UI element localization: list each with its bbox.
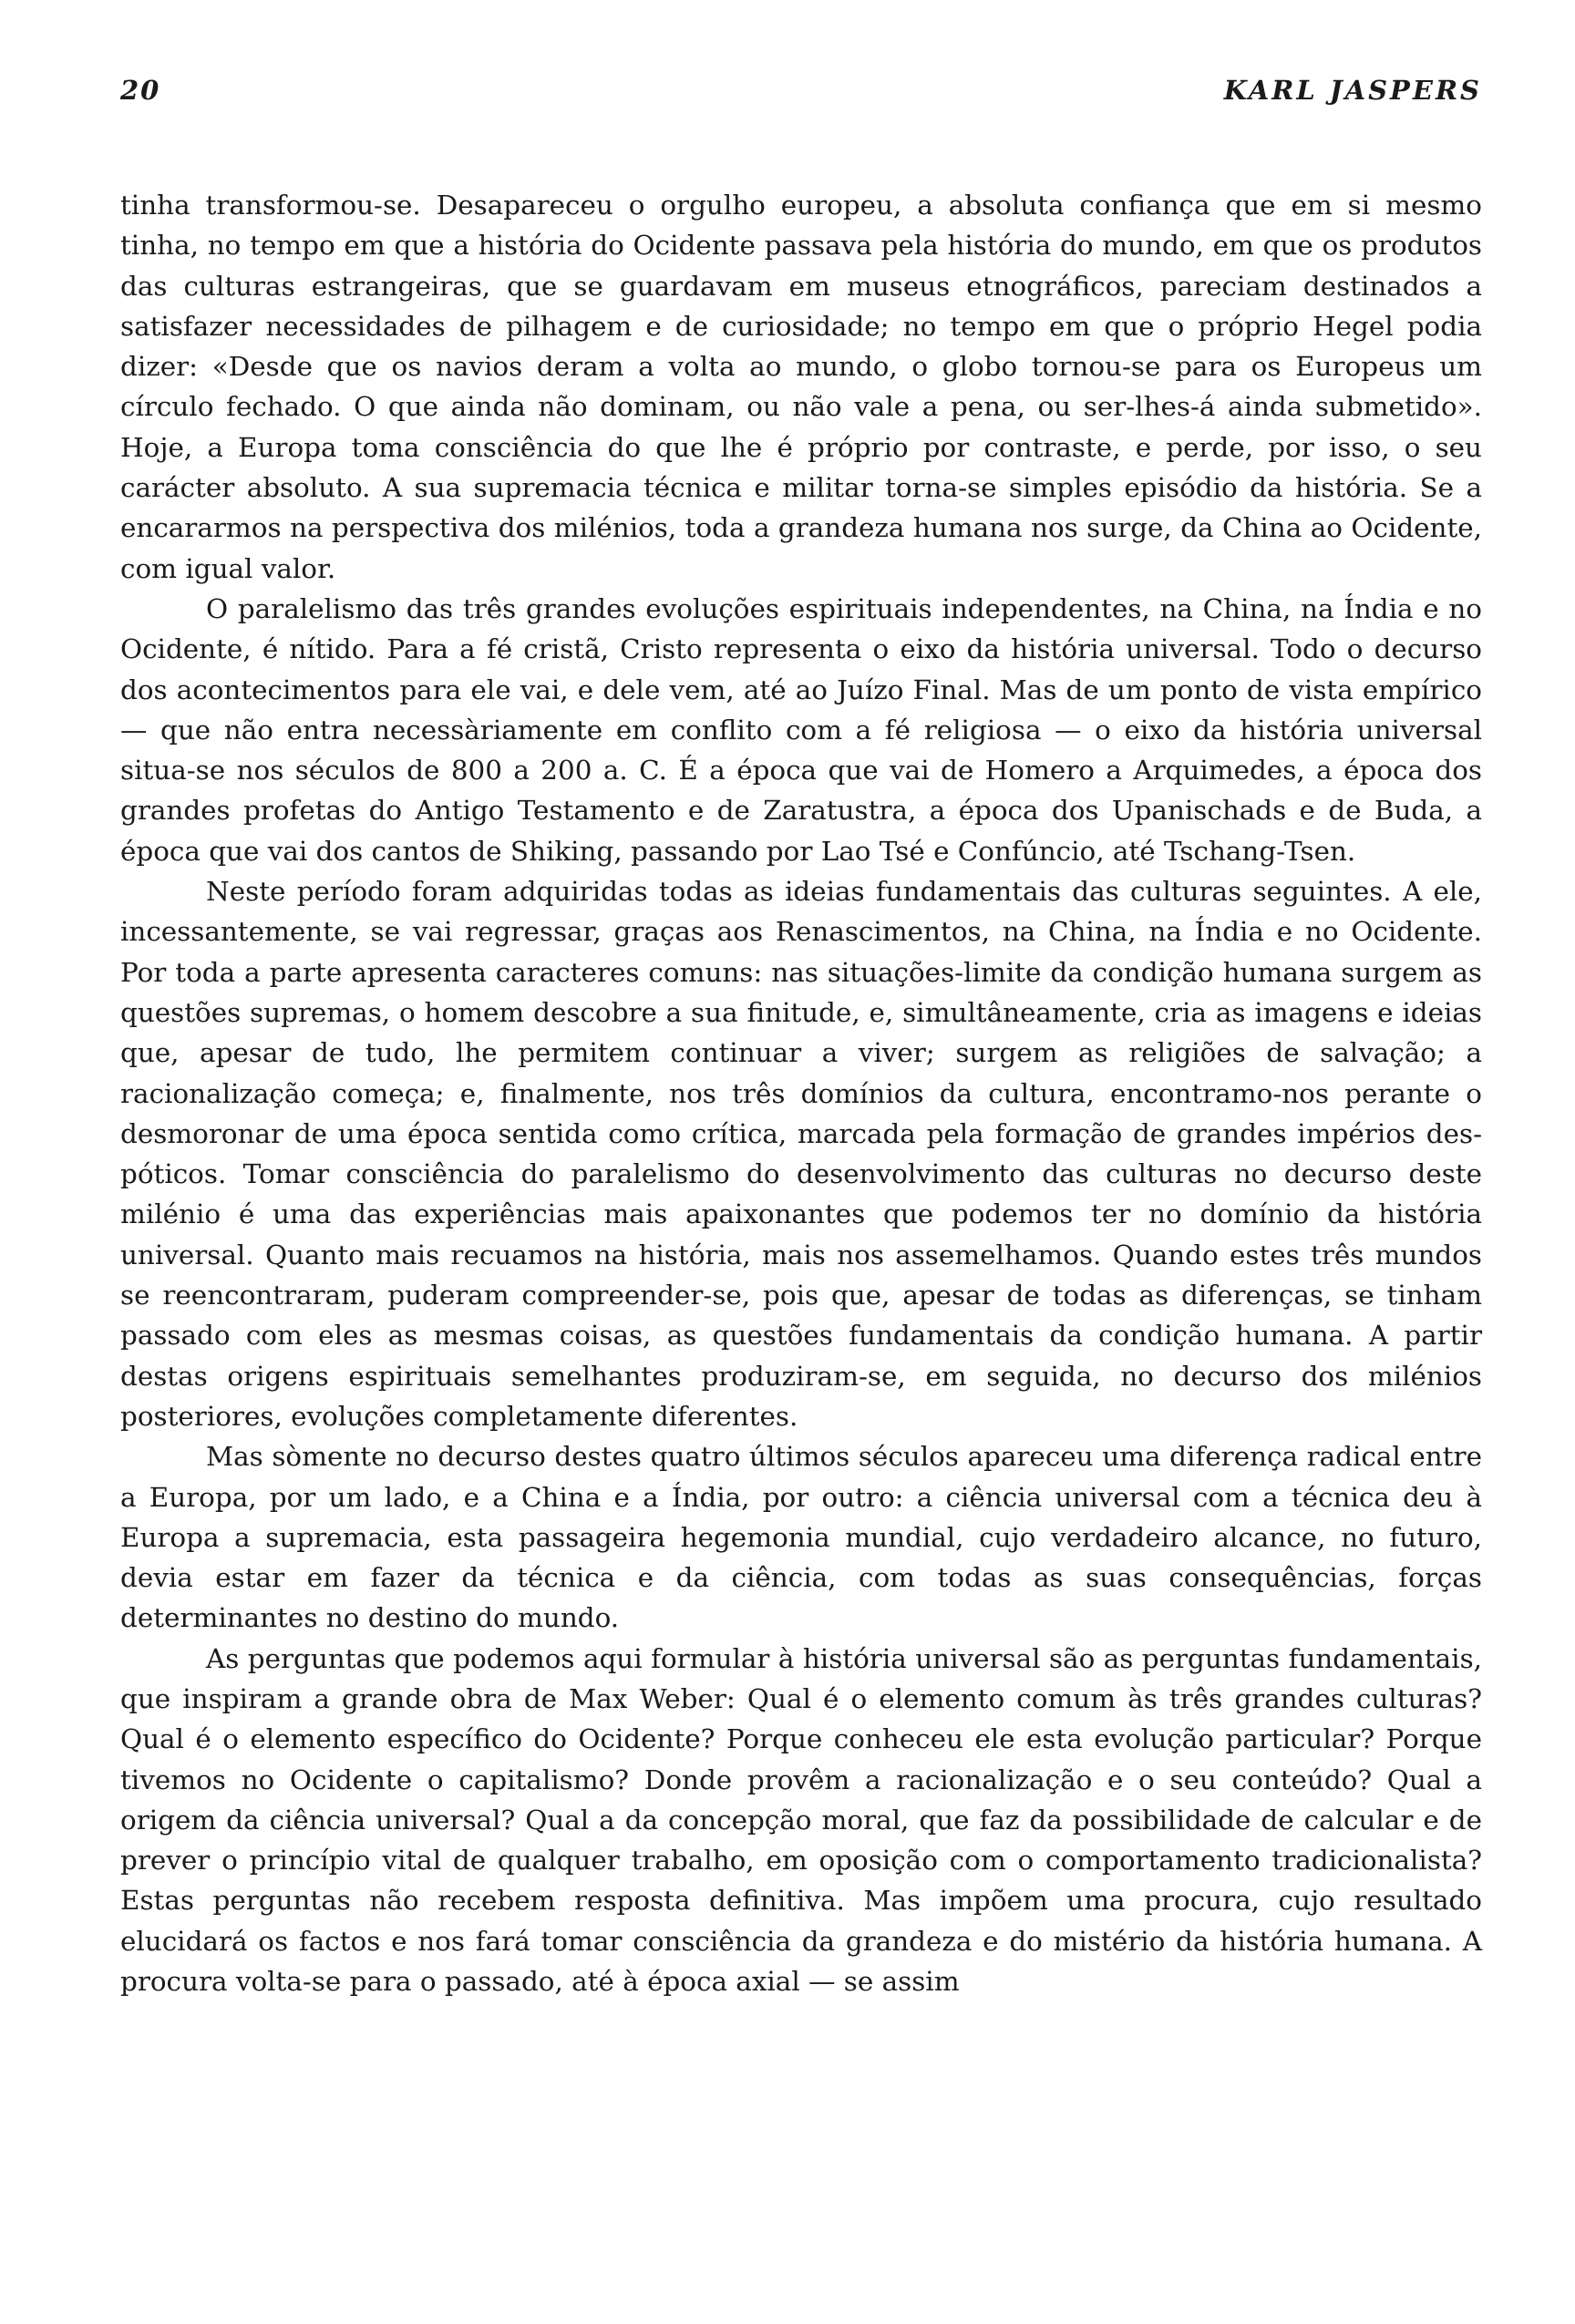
paragraph-1: tinha transformou-se. Desapareceu o orgulho europeu, a absoluta confiança que em si mesmo tinha, no tempo em que a história do Ocidente passava pela história do mundo, em que os produtos das culturas estrangeiras, que se guardavam em museus etnográficos, pareciam destinados a satisfazer necessidades de pilhagem e de curiosidade; no tempo em que o próprio Hegel podia dizer: «Desde que os navios deram a volta ao mundo, o globo tornou-se para os Europeus um círculo fechado. O que ainda não dominam, ou não vale a pena, ou ser-lhes-á ainda submetido». Hoje, a Europa toma consciência do que lhe é próprio por contraste, e perde, por isso, o seu carácter absoluto. A sua supremacia técnica e militar torna-se simples episódio da história. Se a encararmos na perspectiva dos milénios, toda a grandeza humana nos surge, da China ao Ocidente, com igual valor. <box>120 190 1482 584</box>
page-number: 20 <box>120 75 161 106</box>
running-head <box>120 64 1482 118</box>
book-page <box>120 64 1482 2288</box>
running-title: KARL JASPERS <box>1223 75 1482 106</box>
paragraph-4: Mas sòmente no decurso destes quatro últimos séculos apareceu uma diferença radical entre a Europa, por um lado, e a China e a Índia, por outro: a ciência universal com a técnica deu à Europa a supremacia, esta passageira hegemonia mundial, cujo verdadeiro alcance, no futuro, devia estar em fazer da técnica e da ciência, com todas as suas consequências, forças determinantes no destino do mundo. <box>120 1441 1482 1634</box>
paragraph-2: O paralelismo das três grandes evoluções espirituais independentes, na China, na Índia e no Ocidente, é nítido. Para a fé cristã, Cristo representa o eixo da história universal. Todo o decurso dos acontecimentos para ele vai, e dele vem, até ao Juízo Final. Mas de um ponto de vista empírico — que não entra necessàriamente em conflito com a fé religiosa — o eixo da história universal situa-se nos séculos de 800 a 200 a. C. É a época que vai de Homero a Arquimedes, a época dos grandes profetas do Antigo Testamento e de Zaratustra, a época dos Upanischads e de Buda, a época que vai dos cantos de Shiking, passando por Lao Tsé e Confúncio, até Tschang-Tsen. <box>120 592 1482 867</box>
body-text <box>120 185 1482 2001</box>
paragraph-3: Neste período foram adquiridas todas as ideias fundamentais das culturas seguintes. A ele, incessantemente, se vai regressar, graças aos Renascimentos, na China, na Índia e no Ocidente. Por toda a parte apresenta caracteres comuns: nas situações-limite da condição humana surgem as questões supremas, o homem descobre a sua finitude, e, simultâneamente, cria as imagens e ideias que, apesar de tudo, lhe permitem continuar a viver; surgem as religiões de salvação; a racionalização começa; e, finalmente, nos três domínios da cultura, encontramo-nos perante o desmoronar de uma época sentida como crítica, marcada pela formação de grandes impérios despóticos. Tomar consciência do paralelismo do desenvolvimento das culturas no decurso deste milénio é uma das experiências mais apaixonantes que podemos ter no domínio da história universal. Quanto mais recuamos na história, mais nos assemelhamos. Quando estes três mundos se reencontraram, puderam compreender-se, pois que, apesar de todas as diferenças, se tinham passado com eles as mesmas coisas, as questões fundamentais da condição humana. A partir destas origens espirituais semelhantes produziram-se, em seguida, no decurso dos milénios posteriores, evoluções completamente diferentes. <box>120 876 1482 1432</box>
paragraph-5: As perguntas que podemos aqui formular à história universal são as perguntas fundamentais, que inspiram a grande obra de Max Weber: Qual é o elemento comum às três grandes culturas? Qual é o elemento específico do Ocidente? Porque conheceu ele esta evolução particular? Porque tivemos no Ocidente o capitalismo? Donde provêm a racionalização e o seu conteúdo? Qual a origem da ciência universal? Qual a da concepção moral, que faz da possibilidade de calcular e de prever o princípio vital de qualquer trabalho, em oposição com o comportamento tradicionalista? Estas perguntas não recebem resposta definitiva. Mas impõem uma procura, cujo resultado elucidará os factos e nos fará tomar consciência da grandeza e do mistério da história humana. A procura volta-se para o passado, até à época axial — se assim <box>120 1642 1482 1998</box>
